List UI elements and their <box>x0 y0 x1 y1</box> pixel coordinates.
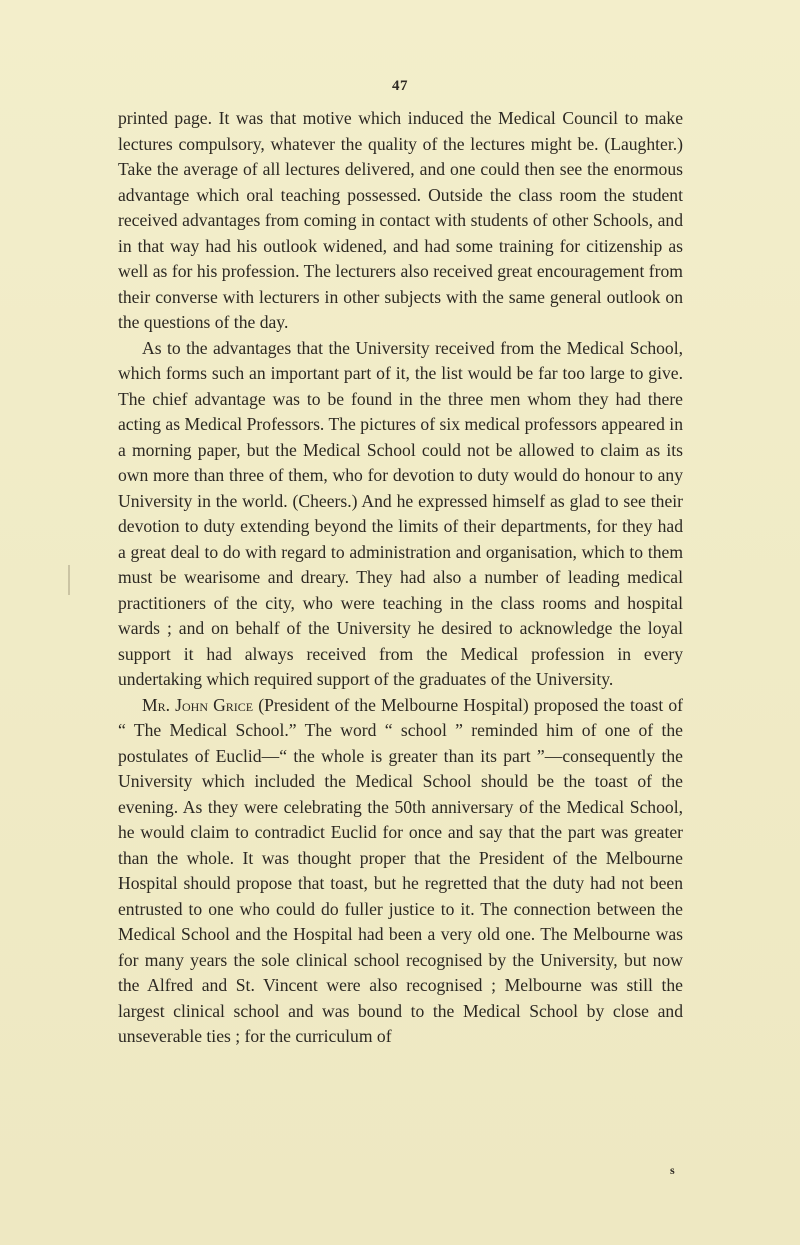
page-number: 47 <box>392 78 408 94</box>
paragraph-3-text: (President of the Melbourne Hospital) proposed the toast of “ The Medical School.” The word “ school ” reminded him of one of the postulates of Euclid—“ the whole is greater than its part ”—consequently the University which included the Medical School should be the toast of the evening. As they were celebrating the 50th anniversary of the Medical School, he would claim to contradict Euclid for once and say that the part was greater than the whole. It was thought proper that the President of the Melbourne Hospital should propose that toast, but he regretted that the duty had not been entrusted to one who could do fuller justice to it. The connection between the Medical School and the Hospital had been a very old one. The Melbourne was for many years the sole clinical school recognised by the University, but now the Alfred and St. Vincent were also recognised ; Melbourne was still the largest clinical school and was bound to the Medical School by close and unseverable ties ; for the curriculum of <box>118 694 684 1046</box>
margin-mark <box>68 565 70 595</box>
signature-mark: s <box>670 1163 675 1177</box>
speaker-name: Mr. John Grice <box>142 694 254 715</box>
paragraph-1: printed page. It was that motive which induced the Medical Council to make lectures compulsory, whatever the quality of the lectures might be. (Laughter.) Take the average of all lectures delivered, and one could then see the enormous advantage which oral teaching possessed. Outside the class room the student received advantages from coming in contact with students of other Schools, and in that way had his outlook widened, and had some training for citizenship as well as for his profession. The lecturers also received great encouragement from their converse with lecturers in other subjects with the same general outlook on the questions of the day. <box>118 108 683 332</box>
paragraph-3 <box>118 693 683 1050</box>
paragraph-2: As to the advantages that the University received from the Medical School, which forms such an important part of it, the list would be far too large to give. The chief advantage was to be found in the three men whom they had there acting as Medical Professors. The pictures of six medical professors appeared in a morning paper, but the Medical School could not be allowed to claim as its own more than three of them, who for devotion to duty would do honour to any University in the world. (Cheers.) And he expressed himself as glad to see their devotion to duty extending beyond the limits of their departments, for they had a great deal to do with regard to administration and organisation, which to them must be wearisome and dreary. They had also a number of leading medical practitioners of the city, who were teaching in the class rooms and hospital wards ; and on behalf of the University he desired to acknowledge the loyal support it had always received from the Medical profession in every undertaking which required support of the graduates of the University. <box>118 337 683 689</box>
body-text <box>118 106 683 1050</box>
